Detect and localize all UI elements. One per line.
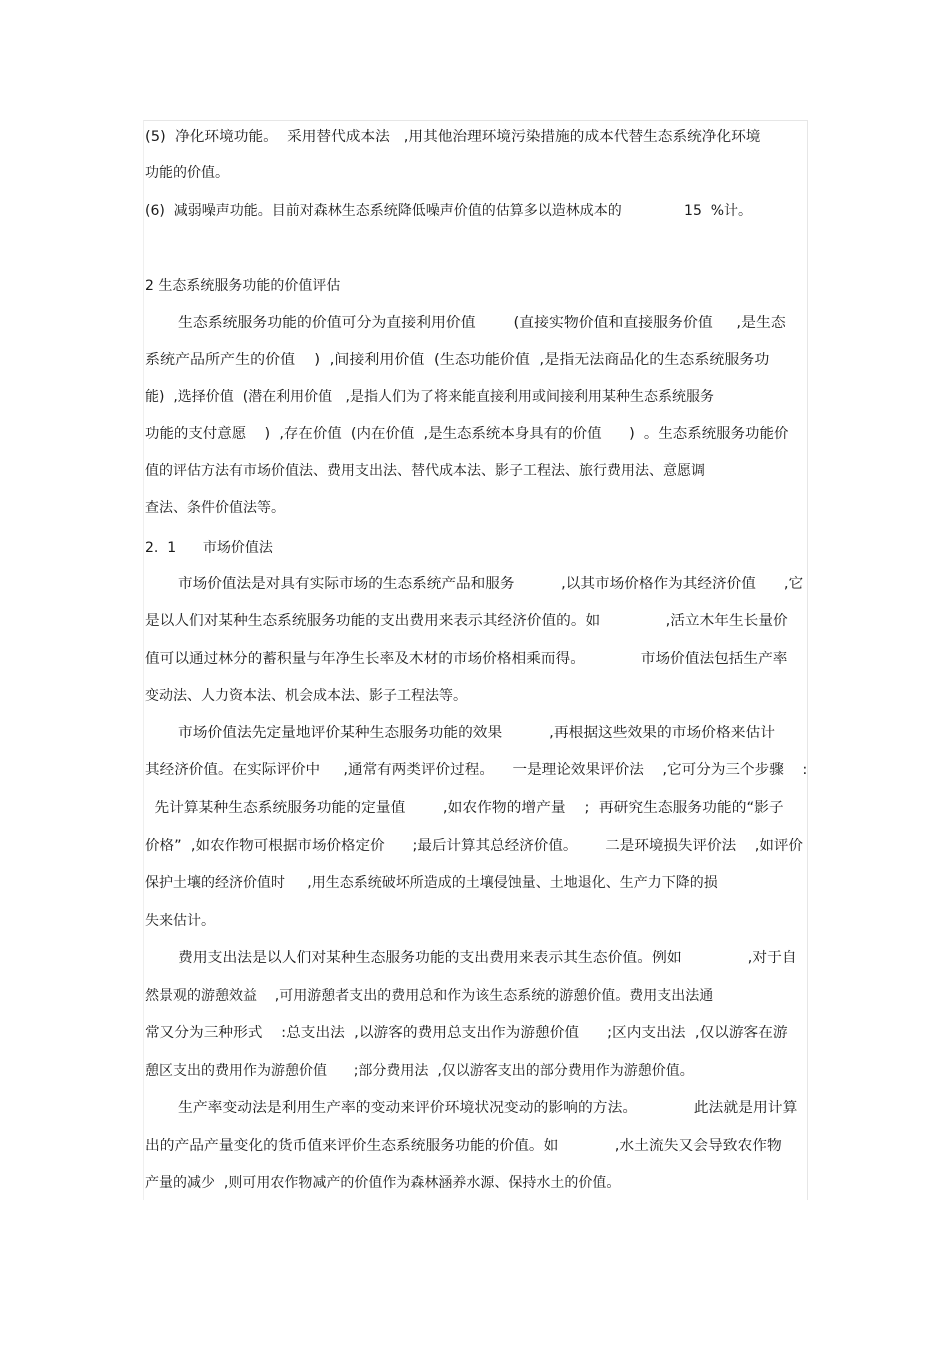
section-heading: 2 生态系统服务功能的价值评估 (145, 278, 341, 294)
text-line: 值的评估方法有市场价值法、费用支出法、替代成本法、影子工程法、旅行费用法、意愿调 (145, 463, 705, 479)
text-line: 变动法、人力资本法、机会成本法、影子工程法等。 (145, 688, 467, 704)
text-line: 然景观的游憩效益 ,可用游憩者支出的费用总和作为该生态系统的游憩价值。费用支出法通 (145, 988, 714, 1004)
text-line: 查法、条件价值法等。 (145, 500, 285, 516)
text-line: 生产率变动法是利用生产率的变动来评价环境状况变动的影响的方法。 此法就是用计算 (178, 1100, 798, 1116)
text-line: 值可以通过林分的蓄积量与年净生长率及木材的市场价格相乘而得。 市场价值法包括生产率 (145, 651, 788, 667)
text-line: 是以人们对某种生态系统服务功能的支出费用来表示其经济价值的。如 ,活立木年生长量价 (145, 613, 788, 629)
text-line: 先计算某种生态系统服务功能的定量值 ,如农作物的增产量 ; 再研究生态服务功能的“影子 (145, 800, 784, 816)
text-line: 生态系统服务功能的价值可分为直接利用价值 (直接实物价值和直接服务价值 ,是生态 (178, 315, 786, 331)
text-line: (6) 减弱噪声功能。目前对森林生态系统降低噪声价值的估算多以造林成本的 15 %计。 (145, 203, 753, 219)
text-line: 能) ,选择价值 (潜在利用价值 ,是指人们为了将来能直接利用或间接利用某种生态系统服务 (145, 389, 714, 405)
text-line: 市场价值法是对具有实际市场的生态系统产品和服务 ,以其市场价格作为其经济价值 ,它 (178, 576, 804, 592)
text-line: 失来估计。 (145, 913, 215, 929)
text-line: 保护土壤的经济价值时 ,用生态系统破坏所造成的土壤侵蚀量、土地退化、生产力下降的损 (145, 875, 718, 891)
text-line: 费用支出法是以人们对某种生态服务功能的支出费用来表示其生态价值。例如 ,对于自 (178, 950, 797, 966)
text-line: 其经济价值。在实际评价中 ,通常有两类评价过程。 一是理论效果评价法 ,它可分为三个步骤 : (145, 762, 808, 778)
text-line: 出的产品产量变化的货币值来评价生态系统服务功能的价值。如 ,水土流失又会导致农作物 (145, 1138, 782, 1154)
text-line: 憩区支出的费用作为游憩价值 ;部分费用法 ,仅以游客支出的部分费用作为游憩价值。 (145, 1063, 694, 1079)
text-line: (5) 净化环境功能。 采用替代成本法 ,用其他治理环境污染措施的成本代替生态系统净化环境 (145, 129, 761, 145)
text-line: 价格” ,如农作物可根据市场价格定价 ;最后计算其总经济价值。 二是环境损失评价法 ,如评价 (145, 838, 803, 854)
text-line: 系统产品所产生的价值 ) ,间接利用价值 (生态功能价值 ,是指无法商品化的生态系统服务功 (145, 352, 770, 368)
text-line: 功能的支付意愿 ) ,存在价值 (内在价值 ,是生态系统本身具有的价值 ) 。生态系统服务功能价 (145, 426, 789, 442)
text-line: 功能的价值。 (145, 165, 229, 181)
text-line: 常又分为三种形式 :总支出法 ,以游客的费用总支出作为游憩价值 ;区内支出法 ,仅以游客在游 (145, 1025, 788, 1041)
text-line: 市场价值法先定量地评价某种生态服务功能的效果 ,再根据这些效果的市场价格来估计 (178, 725, 775, 741)
text-line: 产量的减少 ,则可用农作物减产的价值作为森林涵养水源、保持水土的价值。 (145, 1175, 621, 1191)
subsection-heading: 2. 1 市场价值法 (145, 540, 273, 556)
